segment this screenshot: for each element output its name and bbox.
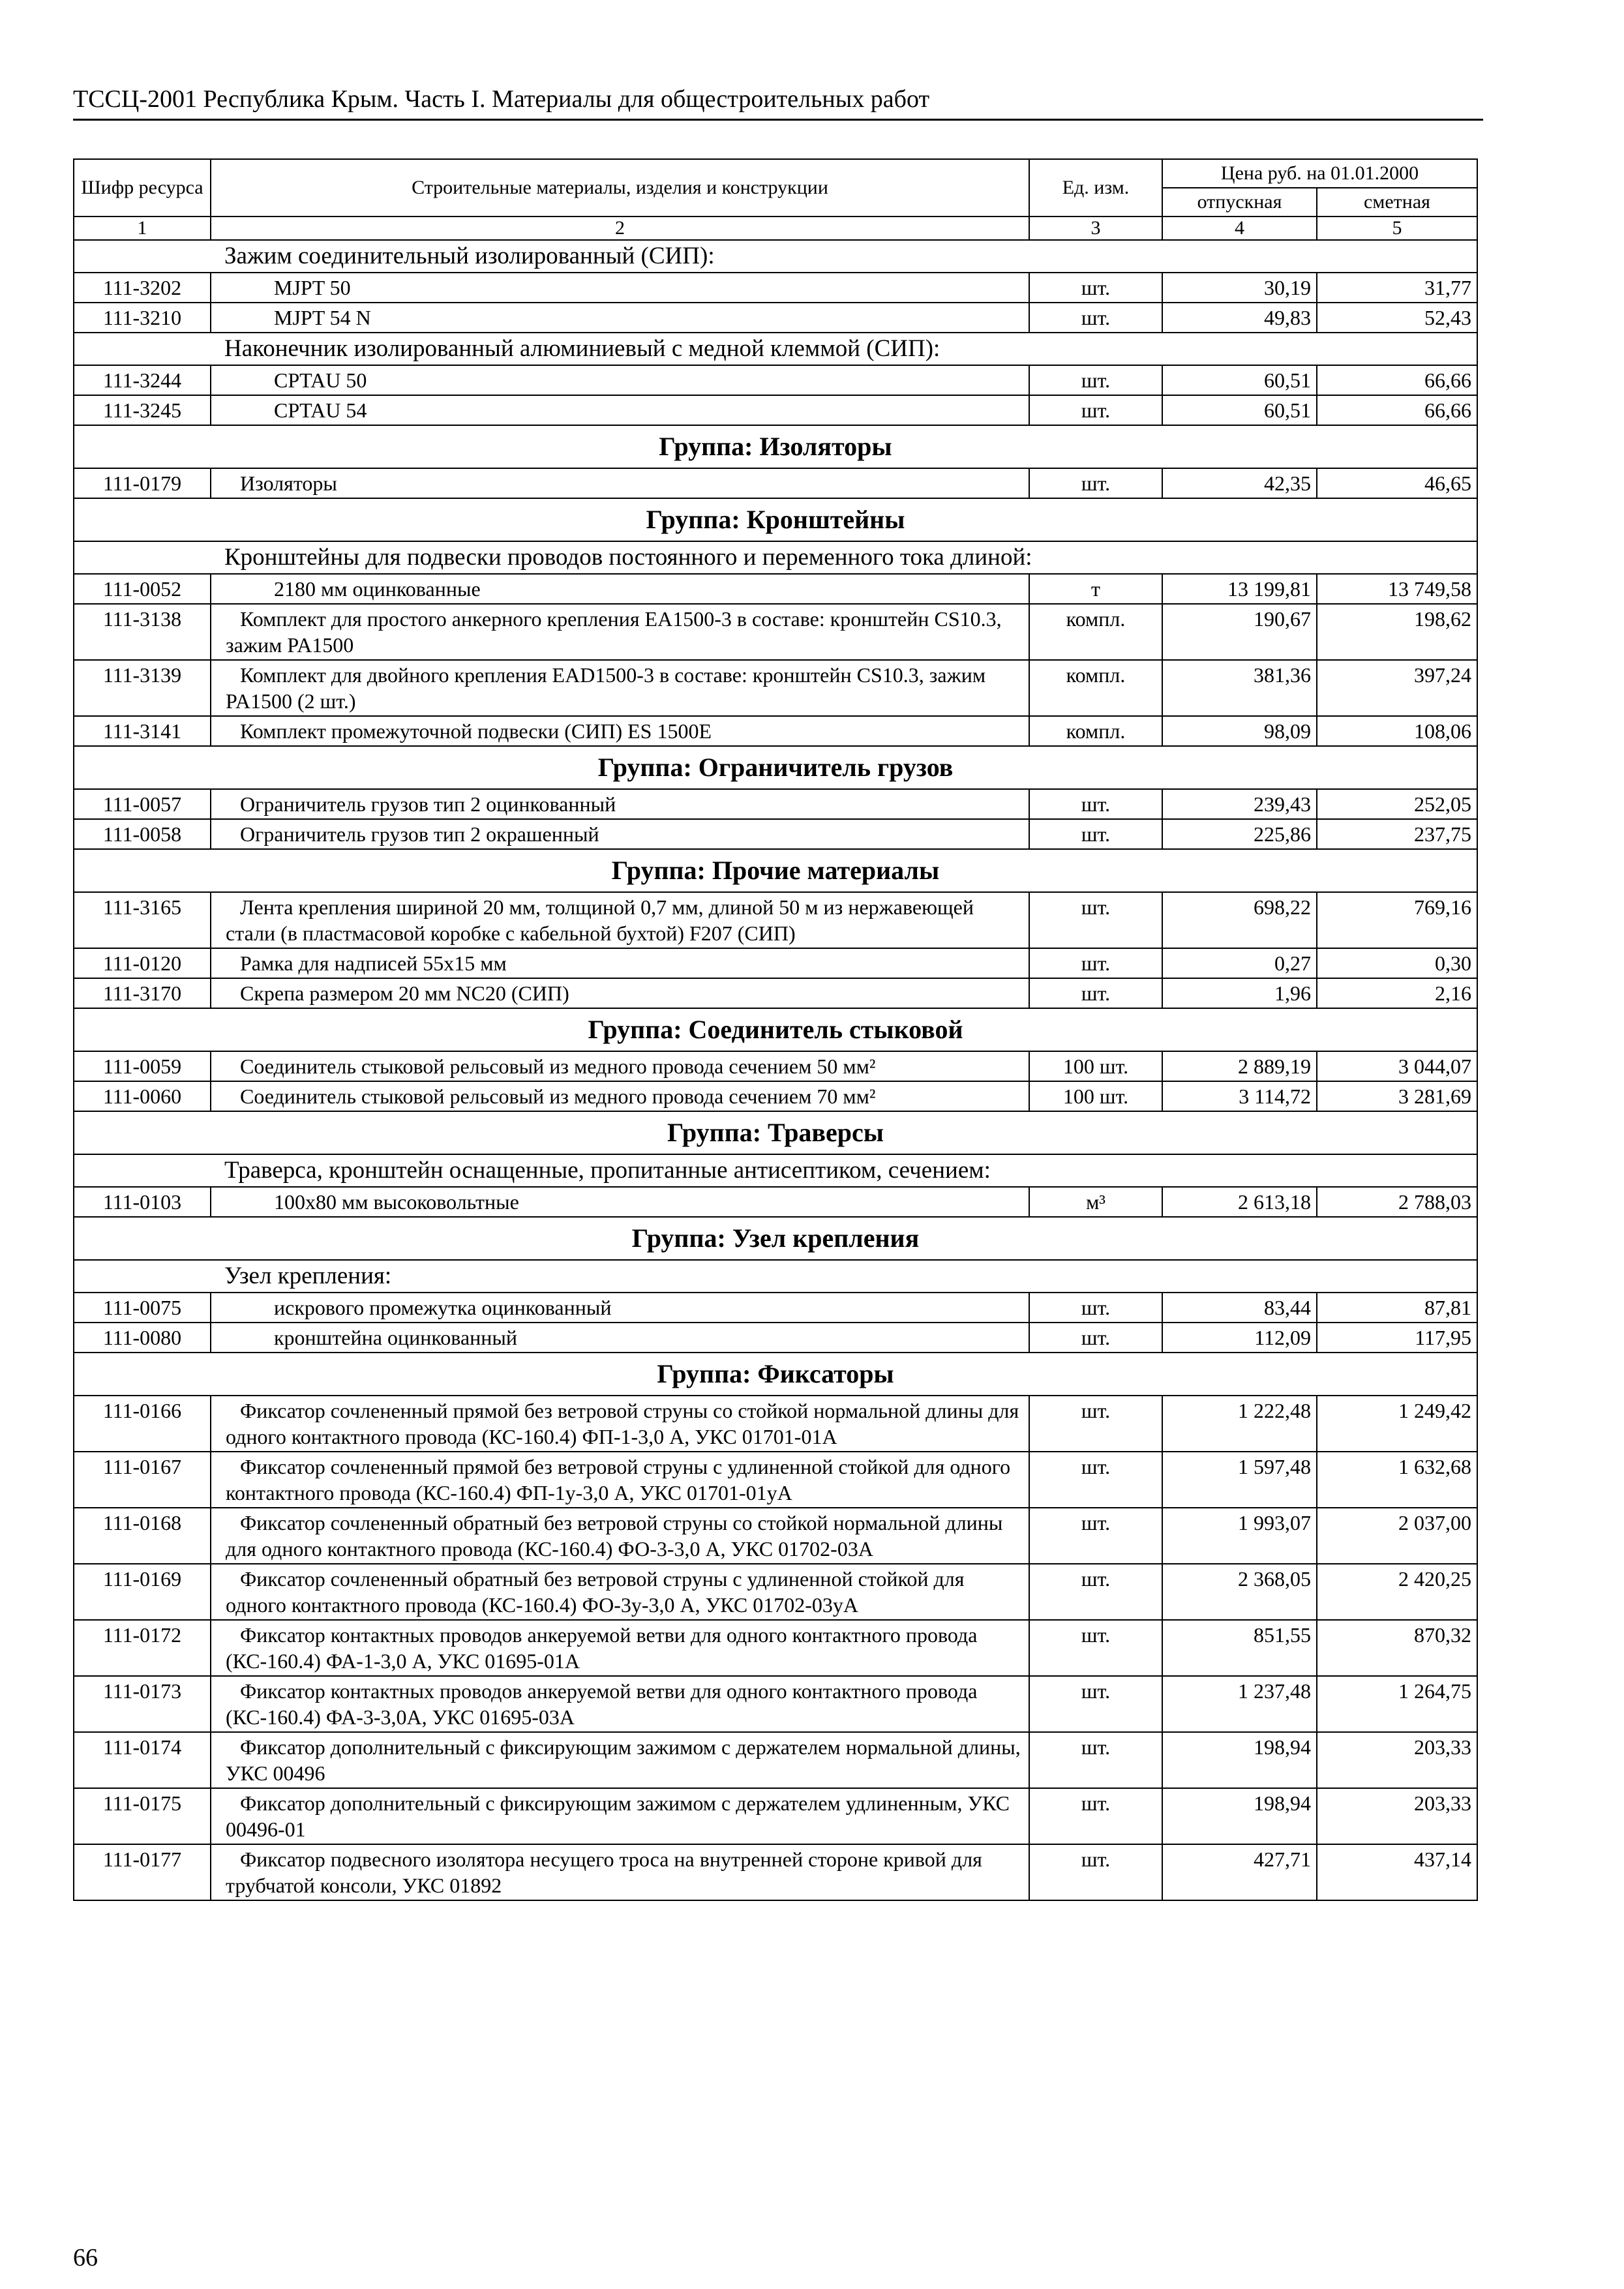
- material-name: Фиксатор дополнительный с фиксирующим зажимом с держателем нормальной длины, УКС 00496: [211, 1732, 1029, 1788]
- unit-of-measure: 100 шт.: [1029, 1051, 1162, 1081]
- group-heading-row: [74, 1217, 1477, 1260]
- price-release: 13 199,81: [1162, 574, 1317, 604]
- material-name: Комплект промежуточной подвески (СИП) ES 1500E: [211, 716, 1029, 746]
- resource-code: 111-0052: [74, 574, 211, 604]
- table-row: [74, 1508, 1477, 1564]
- price-estimate: 203,33: [1317, 1732, 1477, 1788]
- unit-of-measure: шт.: [1029, 1676, 1162, 1732]
- resource-code: 111-0103: [74, 1187, 211, 1217]
- price-release: 381,36: [1162, 660, 1317, 716]
- unit-of-measure: шт.: [1029, 1564, 1162, 1620]
- unit-of-measure: шт.: [1029, 303, 1162, 333]
- column-number: 4: [1162, 217, 1317, 240]
- group-heading: Группа: Фиксаторы: [74, 1353, 1477, 1396]
- price-release: 3 114,72: [1162, 1081, 1317, 1111]
- price-release: 42,35: [1162, 468, 1317, 498]
- material-name: Фиксатор контактных проводов анкеруемой ветви для одного контактного провода (КС-160.4) ФА-1-3,0 А, УКС 01695-01А: [211, 1620, 1029, 1676]
- unit-of-measure: 100 шт.: [1029, 1081, 1162, 1111]
- group-heading-row: [74, 498, 1477, 541]
- price-release: 60,51: [1162, 395, 1317, 425]
- price-release: 1 222,48: [1162, 1396, 1317, 1452]
- price-estimate: 2 788,03: [1317, 1187, 1477, 1217]
- group-heading-row: [74, 1353, 1477, 1396]
- material-name: Соединитель стыковой рельсовый из медного провода сечением 70 мм²: [211, 1081, 1029, 1111]
- column-header-estimate: сметная: [1317, 188, 1477, 217]
- resource-code: 111-3210: [74, 303, 211, 333]
- table-row: [74, 1676, 1477, 1732]
- unit-of-measure: шт.: [1029, 1620, 1162, 1676]
- price-release: 198,94: [1162, 1788, 1317, 1844]
- group-heading-row: [74, 425, 1477, 468]
- material-name: Скрепа размером 20 мм NC20 (СИП): [211, 978, 1029, 1008]
- price-release: 60,51: [1162, 365, 1317, 395]
- table-row: [74, 1788, 1477, 1844]
- unit-of-measure: компл.: [1029, 660, 1162, 716]
- price-estimate: 437,14: [1317, 1844, 1477, 1900]
- unit-of-measure: м³: [1029, 1187, 1162, 1217]
- subtitle-text: Траверса, кронштейн оснащенные, пропитанные антисептиком, сечением:: [74, 1154, 1477, 1187]
- material-name: Комплект для двойного крепления EAD1500-3 в составе: кронштейн CS10.3, зажим PA1500 (2 шт.): [211, 660, 1029, 716]
- price-estimate: 108,06: [1317, 716, 1477, 746]
- table-row: [74, 1293, 1477, 1323]
- table-row: [74, 789, 1477, 819]
- group-heading: Группа: Изоляторы: [74, 425, 1477, 468]
- subtitle-row: [74, 240, 1477, 273]
- resource-code: 111-0177: [74, 1844, 211, 1900]
- group-heading: Группа: Кронштейны: [74, 498, 1477, 541]
- subtitle-row: [74, 541, 1477, 574]
- price-release: 198,94: [1162, 1732, 1317, 1788]
- price-release: 2 613,18: [1162, 1187, 1317, 1217]
- price-estimate: 66,66: [1317, 365, 1477, 395]
- material-name: Ограничитель грузов тип 2 оцинкованный: [211, 789, 1029, 819]
- table-row: [74, 1844, 1477, 1900]
- table-header-row: [74, 159, 1477, 188]
- header-rule: [73, 119, 1483, 121]
- unit-of-measure: шт.: [1029, 978, 1162, 1008]
- price-release: 225,86: [1162, 819, 1317, 849]
- resource-code: 111-3245: [74, 395, 211, 425]
- material-name: Ограничитель грузов тип 2 окрашенный: [211, 819, 1029, 849]
- table-row: [74, 1732, 1477, 1788]
- price-estimate: 46,65: [1317, 468, 1477, 498]
- price-estimate: 1 264,75: [1317, 1676, 1477, 1732]
- price-estimate: 0,30: [1317, 948, 1477, 978]
- column-number: 5: [1317, 217, 1477, 240]
- table-row: [74, 1323, 1477, 1353]
- table-row: [74, 1051, 1477, 1081]
- group-heading: Группа: Траверсы: [74, 1111, 1477, 1154]
- resource-code: 111-3138: [74, 604, 211, 660]
- unit-of-measure: шт.: [1029, 1293, 1162, 1323]
- price-release: 1 597,48: [1162, 1452, 1317, 1508]
- price-table: [73, 158, 1478, 1901]
- resource-code: 111-0168: [74, 1508, 211, 1564]
- unit-of-measure: шт.: [1029, 1788, 1162, 1844]
- price-estimate: 870,32: [1317, 1620, 1477, 1676]
- price-release: 190,67: [1162, 604, 1317, 660]
- unit-of-measure: шт.: [1029, 1452, 1162, 1508]
- price-estimate: 203,33: [1317, 1788, 1477, 1844]
- price-estimate: 2,16: [1317, 978, 1477, 1008]
- material-name: Фиксатор сочлененный прямой без ветровой струны с удлиненной стойкой для одного контактного провода (КС-160.4) ФП-1у-3,0 А, УКС 01701-01уА: [211, 1452, 1029, 1508]
- price-estimate: 13 749,58: [1317, 574, 1477, 604]
- material-name: MJPT 50: [211, 273, 1029, 303]
- price-estimate: 2 420,25: [1317, 1564, 1477, 1620]
- price-release: 1 237,48: [1162, 1676, 1317, 1732]
- unit-of-measure: компл.: [1029, 716, 1162, 746]
- price-estimate: 1 632,68: [1317, 1452, 1477, 1508]
- table-row: [74, 1452, 1477, 1508]
- group-heading: Группа: Узел крепления: [74, 1217, 1477, 1260]
- resource-code: 111-3141: [74, 716, 211, 746]
- resource-code: 111-3139: [74, 660, 211, 716]
- resource-code: 111-3170: [74, 978, 211, 1008]
- column-number: 2: [211, 217, 1029, 240]
- column-header-unit: Ед. изм.: [1029, 159, 1162, 217]
- group-heading-row: [74, 746, 1477, 789]
- price-estimate: 769,16: [1317, 892, 1477, 948]
- price-release: 49,83: [1162, 303, 1317, 333]
- price-release: 83,44: [1162, 1293, 1317, 1323]
- page-number: 66: [73, 2244, 98, 2271]
- material-name: CPTAU 50: [211, 365, 1029, 395]
- unit-of-measure: шт.: [1029, 892, 1162, 948]
- material-name: Соединитель стыковой рельсовый из медного провода сечением 50 мм²: [211, 1051, 1029, 1081]
- material-name: Фиксатор сочлененный обратный без ветровой струны со стойкой нормальной длины для одного контактного провода (КС-160.4) ФО-3-3,0 А, УКС 01702-03А: [211, 1508, 1029, 1564]
- material-name: CPTAU 54: [211, 395, 1029, 425]
- table-row: [74, 365, 1477, 395]
- price-release: 1 993,07: [1162, 1508, 1317, 1564]
- table-row: [74, 273, 1477, 303]
- unit-of-measure: шт.: [1029, 1844, 1162, 1900]
- subtitle-text: Узел крепления:: [74, 1260, 1477, 1293]
- price-estimate: 2 037,00: [1317, 1508, 1477, 1564]
- resource-code: 111-0173: [74, 1676, 211, 1732]
- subtitle-text: Кронштейны для подвески проводов постоянного и переменного тока длиной:: [74, 541, 1477, 574]
- group-heading-row: [74, 849, 1477, 892]
- column-number: 3: [1029, 217, 1162, 240]
- resource-code: 111-0175: [74, 1788, 211, 1844]
- price-estimate: 117,95: [1317, 1323, 1477, 1353]
- column-header-price: Цена руб. на 01.01.2000: [1162, 159, 1477, 188]
- resource-code: 111-3202: [74, 273, 211, 303]
- group-heading: Группа: Ограничитель грузов: [74, 746, 1477, 789]
- price-estimate: 397,24: [1317, 660, 1477, 716]
- resource-code: 111-3244: [74, 365, 211, 395]
- price-release: 1,96: [1162, 978, 1317, 1008]
- unit-of-measure: шт.: [1029, 948, 1162, 978]
- resource-code: 111-3165: [74, 892, 211, 948]
- price-release: 30,19: [1162, 273, 1317, 303]
- material-name: кронштейна оцинкованный: [211, 1323, 1029, 1353]
- table-row: [74, 1564, 1477, 1620]
- table-row: [74, 716, 1477, 746]
- price-estimate: 198,62: [1317, 604, 1477, 660]
- resource-code: 111-0060: [74, 1081, 211, 1111]
- table-row: [74, 468, 1477, 498]
- table-row: [74, 395, 1477, 425]
- column-number: 1: [74, 217, 211, 240]
- price-release: 2 368,05: [1162, 1564, 1317, 1620]
- unit-of-measure: шт.: [1029, 1396, 1162, 1452]
- resource-code: 111-0080: [74, 1323, 211, 1353]
- price-release: 2 889,19: [1162, 1051, 1317, 1081]
- resource-code: 111-0174: [74, 1732, 211, 1788]
- material-name: Комплект для простого анкерного крепления EA1500-3 в составе: кронштейн CS10.3, зажим PA1500: [211, 604, 1029, 660]
- table-row: [74, 1620, 1477, 1676]
- price-estimate: 87,81: [1317, 1293, 1477, 1323]
- price-release: 239,43: [1162, 789, 1317, 819]
- column-header-code: Шифр ресурса: [74, 159, 211, 217]
- price-estimate: 52,43: [1317, 303, 1477, 333]
- table-row: [74, 892, 1477, 948]
- resource-code: 111-0059: [74, 1051, 211, 1081]
- price-estimate: 3 281,69: [1317, 1081, 1477, 1111]
- subtitle-text: Зажим соединительный изолированный (СИП):: [74, 240, 1477, 273]
- unit-of-measure: шт.: [1029, 1732, 1162, 1788]
- subtitle-text: Наконечник изолированный алюминиевый с медной клеммой (СИП):: [74, 333, 1477, 365]
- page-header-title: ТССЦ-2001 Республика Крым. Часть I. Материалы для общестроительных работ: [73, 85, 930, 113]
- resource-code: 111-0172: [74, 1620, 211, 1676]
- unit-of-measure: т: [1029, 574, 1162, 604]
- material-name: Фиксатор сочлененный обратный без ветровой струны с удлиненной стойкой для одного контактного провода (КС-160.4) ФО-3у-3,0 А, УКС 01702-03уА: [211, 1564, 1029, 1620]
- table-row: [74, 604, 1477, 660]
- resource-code: 111-0167: [74, 1452, 211, 1508]
- unit-of-measure: шт.: [1029, 273, 1162, 303]
- price-release: 427,71: [1162, 1844, 1317, 1900]
- table-row: [74, 948, 1477, 978]
- table-row: [74, 1081, 1477, 1111]
- unit-of-measure: шт.: [1029, 365, 1162, 395]
- material-name: 100х80 мм высоковольтные: [211, 1187, 1029, 1217]
- group-heading: Группа: Прочие материалы: [74, 849, 1477, 892]
- resource-code: 111-0179: [74, 468, 211, 498]
- unit-of-measure: шт.: [1029, 1323, 1162, 1353]
- table-row: [74, 303, 1477, 333]
- price-release: 698,22: [1162, 892, 1317, 948]
- material-name: Фиксатор подвесного изолятора несущего троса на внутренней стороне кривой для трубчатой консоли, УКС 01892: [211, 1844, 1029, 1900]
- group-heading-row: [74, 1008, 1477, 1051]
- resource-code: 111-0120: [74, 948, 211, 978]
- table-row: [74, 819, 1477, 849]
- unit-of-measure: шт.: [1029, 789, 1162, 819]
- material-name: Рамка для надписей 55х15 мм: [211, 948, 1029, 978]
- table-row: [74, 660, 1477, 716]
- unit-of-measure: компл.: [1029, 604, 1162, 660]
- table-row: [74, 1396, 1477, 1452]
- price-estimate: 31,77: [1317, 273, 1477, 303]
- material-name: искрового промежутка оцинкованный: [211, 1293, 1029, 1323]
- price-estimate: 1 249,42: [1317, 1396, 1477, 1452]
- resource-code: 111-0075: [74, 1293, 211, 1323]
- price-release: 112,09: [1162, 1323, 1317, 1353]
- resource-code: 111-0058: [74, 819, 211, 849]
- resource-code: 111-0166: [74, 1396, 211, 1452]
- material-name: 2180 мм оцинкованные: [211, 574, 1029, 604]
- price-estimate: 237,75: [1317, 819, 1477, 849]
- group-heading: Группа: Соединитель стыковой: [74, 1008, 1477, 1051]
- column-number-row: [74, 217, 1477, 240]
- price-release: 98,09: [1162, 716, 1317, 746]
- price-estimate: 252,05: [1317, 789, 1477, 819]
- material-name: MJPT 54 N: [211, 303, 1029, 333]
- material-name: Фиксатор сочлененный прямой без ветровой струны со стойкой нормальной длины для одного контактного провода (КС-160.4) ФП-1-3,0 А, УКС 01701-01А: [211, 1396, 1029, 1452]
- unit-of-measure: шт.: [1029, 1508, 1162, 1564]
- table-body: [74, 240, 1477, 1900]
- subtitle-row: [74, 333, 1477, 365]
- column-header-name: Строительные материалы, изделия и конструкции: [211, 159, 1029, 217]
- price-estimate: 3 044,07: [1317, 1051, 1477, 1081]
- table-row: [74, 574, 1477, 604]
- material-name: Фиксатор дополнительный с фиксирующим зажимом с держателем удлиненным, УКС 00496-01: [211, 1788, 1029, 1844]
- resource-code: 111-0057: [74, 789, 211, 819]
- subtitle-row: [74, 1260, 1477, 1293]
- price-release: 0,27: [1162, 948, 1317, 978]
- price-release: 851,55: [1162, 1620, 1317, 1676]
- material-name: Лента крепления шириной 20 мм, толщиной 0,7 мм, длиной 50 м из нержавеющей стали (в пластмасовой коробке с кабельной бухтой) F207 (СИП): [211, 892, 1029, 948]
- material-name: Фиксатор контактных проводов анкеруемой ветви для одного контактного провода (КС-160.4) ФА-3-3,0А, УКС 01695-03А: [211, 1676, 1029, 1732]
- group-heading-row: [74, 1111, 1477, 1154]
- table-row: [74, 978, 1477, 1008]
- unit-of-measure: шт.: [1029, 468, 1162, 498]
- material-name: Изоляторы: [211, 468, 1029, 498]
- table-row: [74, 1187, 1477, 1217]
- unit-of-measure: шт.: [1029, 395, 1162, 425]
- resource-code: 111-0169: [74, 1564, 211, 1620]
- column-header-release: отпускная: [1162, 188, 1317, 217]
- subtitle-row: [74, 1154, 1477, 1187]
- price-estimate: 66,66: [1317, 395, 1477, 425]
- unit-of-measure: шт.: [1029, 819, 1162, 849]
